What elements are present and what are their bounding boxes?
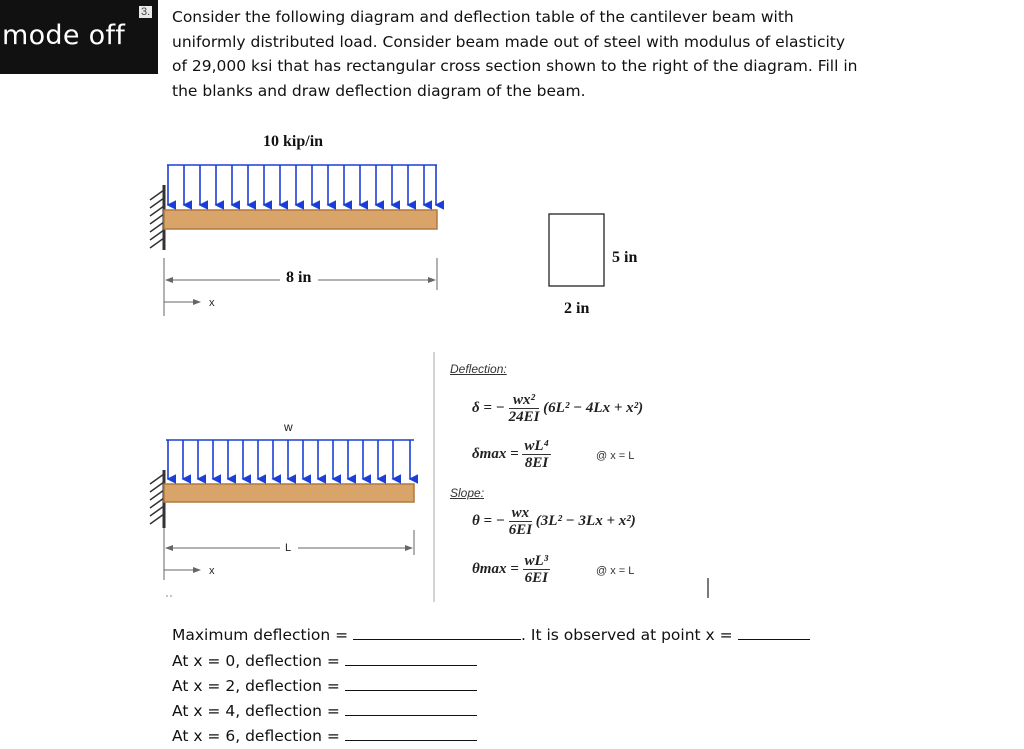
max-deflection-location-blank[interactable] bbox=[738, 624, 810, 640]
deflection-x6-label: At x = 6, deflection = bbox=[172, 727, 340, 745]
theta-denominator: 6EI bbox=[508, 522, 533, 538]
max-deflection-label: Maximum deflection = bbox=[172, 626, 349, 644]
theta-lhs: θ = − bbox=[472, 512, 505, 529]
deflection-x2-label: At x = 2, deflection = bbox=[172, 677, 340, 695]
figure2-length-label: L bbox=[285, 542, 292, 554]
theta-polynomial: (3L² − 3Lx + x²) bbox=[535, 512, 636, 529]
observed-at-label: . It is observed at point x = bbox=[521, 626, 733, 644]
figure1-load-arrows bbox=[167, 165, 437, 205]
figure2-load-label: w bbox=[284, 420, 293, 434]
theta-max-equation bbox=[472, 553, 550, 586]
deflection-row-x0 bbox=[172, 650, 477, 670]
delta-max-denominator: 8EI bbox=[524, 455, 549, 471]
delta-max-location: @ x = L bbox=[596, 450, 635, 462]
deflection-x0-label: At x = 0, deflection = bbox=[172, 652, 340, 670]
problem-line-3: of 29,000 ksi that has rectangular cross section shown to the right of the diagram. Fill in bbox=[172, 57, 858, 75]
delta-denominator: 24EI bbox=[508, 409, 540, 425]
theta-equation bbox=[472, 505, 636, 538]
deflection-x0-blank[interactable] bbox=[345, 650, 477, 666]
deflection-row-x4 bbox=[172, 700, 477, 720]
figure1-wall bbox=[150, 185, 164, 250]
theta-numerator: wx bbox=[509, 505, 532, 522]
theta-fraction bbox=[509, 505, 532, 538]
section-height-label: 5 in bbox=[612, 249, 638, 266]
question-number: 3. bbox=[141, 6, 151, 18]
max-deflection-row bbox=[172, 624, 810, 644]
max-deflection-blank[interactable] bbox=[353, 624, 521, 640]
figure2-dimension-line bbox=[164, 528, 414, 580]
figure1-load-label: 10 kip/in bbox=[263, 133, 324, 150]
deflection-row-x6 bbox=[172, 725, 477, 745]
slope-heading: Slope: bbox=[450, 486, 485, 500]
problem-line-2: uniformly distributed load. Consider beam made out of steel with modulus of elasticity bbox=[172, 32, 846, 51]
section-width-label: 2 in bbox=[564, 300, 590, 317]
delta-max-fraction bbox=[522, 438, 550, 471]
delta-fraction bbox=[509, 392, 540, 425]
delta-numerator: wx² bbox=[509, 392, 540, 409]
problem-line-1: Consider the following diagram and deflection table of the cantilever beam with bbox=[172, 8, 794, 26]
figure2-load-arrows bbox=[166, 440, 414, 479]
deflection-x2-blank[interactable] bbox=[345, 675, 477, 691]
deflection-x4-label: At x = 4, deflection = bbox=[172, 702, 340, 720]
problem-line-4: the blanks and draw deflection diagram of the beam. bbox=[172, 81, 586, 100]
theta-max-fraction bbox=[523, 553, 551, 586]
theta-max-lhs: θmax = bbox=[472, 560, 519, 577]
figure2-axis-label: x bbox=[209, 565, 215, 577]
figure1-dimension-line bbox=[164, 258, 437, 316]
figure1-beam bbox=[164, 210, 437, 229]
theta-max-numerator: wL³ bbox=[524, 553, 549, 569]
cross-section-rect bbox=[549, 214, 604, 286]
deflection-heading: Deflection: bbox=[450, 362, 507, 376]
figure1-axis-label: x bbox=[209, 297, 215, 309]
delta-lhs: δ = − bbox=[472, 399, 505, 416]
figure1-length-label: 8 in bbox=[283, 269, 314, 287]
theta-max-location: @ x = L bbox=[596, 565, 635, 577]
delta-equation bbox=[472, 392, 643, 425]
delta-max-lhs: δmax = bbox=[472, 445, 519, 462]
delta-polynomial: (6L² − 4Lx + x²) bbox=[543, 399, 644, 416]
theta-max-denominator: 6EI bbox=[524, 570, 549, 586]
delta-max-equation bbox=[472, 438, 551, 471]
figure2-beam bbox=[164, 484, 414, 502]
mode-off-badge: mode off bbox=[0, 0, 158, 74]
deflection-row-x2 bbox=[172, 675, 477, 695]
figure2-wall bbox=[150, 470, 164, 528]
deflection-x6-blank[interactable] bbox=[345, 725, 477, 741]
delta-max-numerator: wL⁴ bbox=[524, 438, 549, 454]
deflection-x4-blank[interactable] bbox=[345, 700, 477, 716]
